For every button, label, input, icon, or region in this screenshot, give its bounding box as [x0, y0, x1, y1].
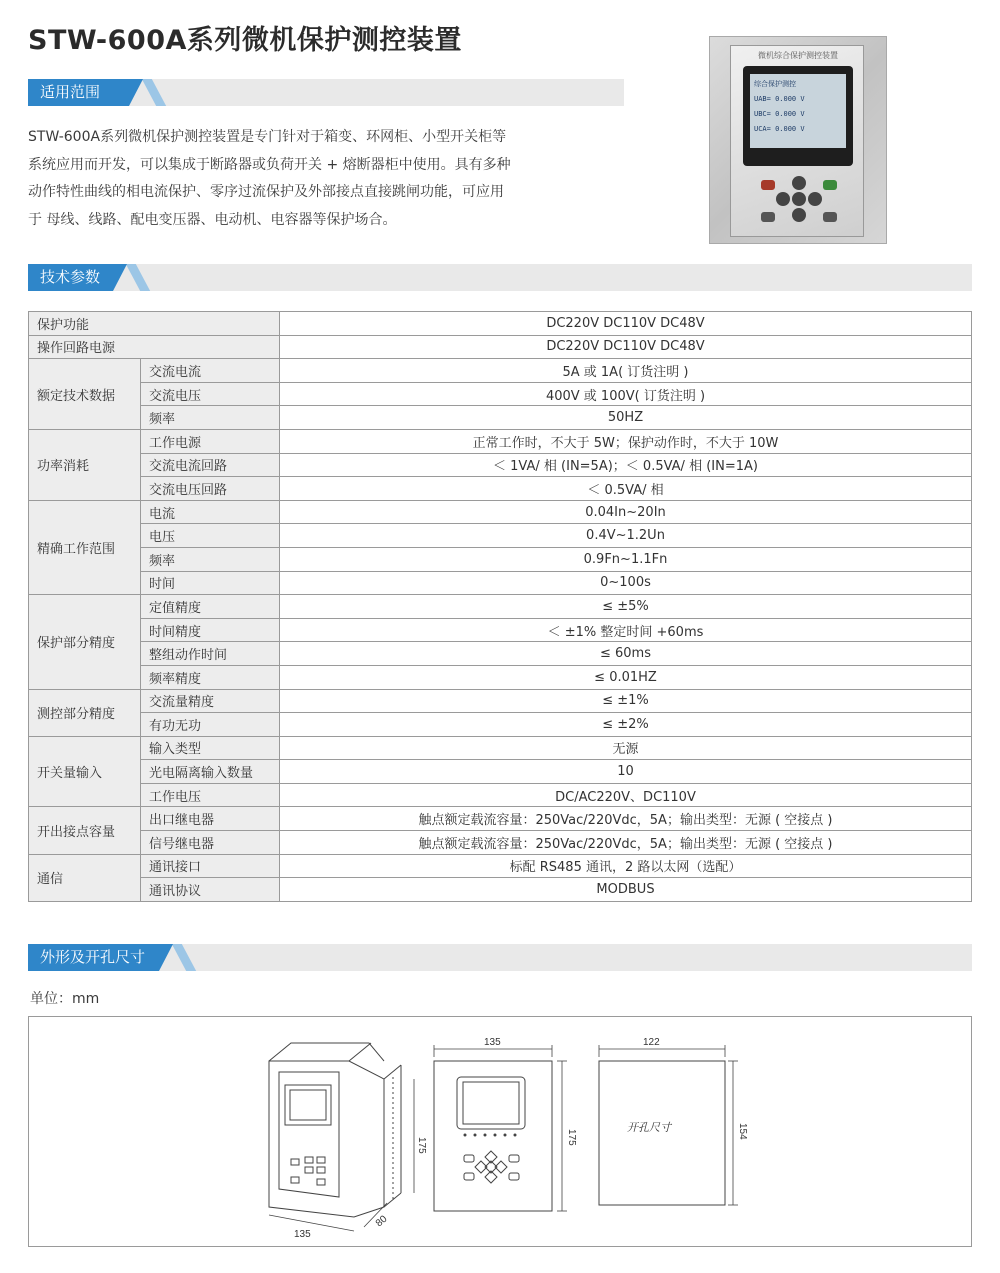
iso-height-label: 175 — [416, 1137, 427, 1154]
table-row — [29, 878, 972, 902]
item-value: 标配 RS485 通讯，2 路以太网（选配） — [280, 854, 972, 878]
table-row — [29, 312, 972, 336]
table-row — [29, 429, 972, 453]
item-label: 时间精度 — [141, 618, 280, 642]
item-label: 电流 — [141, 500, 280, 524]
item-value: ≤ ±5% — [280, 595, 972, 619]
device-panel — [730, 45, 864, 237]
device-screen — [743, 66, 853, 166]
intro-line: 于 母线、线路、配电变压器、电动机、电容器等保护场合。 — [28, 211, 397, 228]
intro-line: 系统应用而开发，可以集成于断路器或负荷开关 + 熔断器柜中使用。具有多种 — [28, 156, 511, 173]
item-value: 正常工作时，不大于 5W；保护动作时，不大于 10W — [280, 429, 972, 453]
table-row — [29, 477, 972, 501]
group-label: 精确工作范围 — [29, 500, 141, 594]
row-label: 操作回路电源 — [29, 335, 280, 359]
section-bar-dimensions — [28, 944, 972, 971]
item-label: 频率 — [141, 406, 280, 430]
table-row — [29, 359, 972, 383]
lcd-row: UBC= 0.000 V — [754, 110, 805, 118]
section-title-dimensions: 外形及开孔尺寸 — [40, 948, 146, 966]
device-lcd — [750, 74, 846, 148]
item-value: DC/AC220V、DC110V — [280, 783, 972, 807]
table-row — [29, 807, 972, 831]
item-value: ≤ ±1% — [280, 689, 972, 713]
table-row — [29, 831, 972, 855]
section-tab-tech — [28, 264, 113, 291]
item-value: 无源 — [280, 736, 972, 760]
item-label: 光电隔离输入数量 — [141, 760, 280, 784]
lcd-title: 综合保护测控 — [754, 80, 796, 88]
item-value: ≤ 60ms — [280, 642, 972, 666]
table-row — [29, 736, 972, 760]
down-key-icon — [792, 208, 806, 222]
item-value: ＜ ±1% 整定时间 +60ms — [280, 618, 972, 642]
front-screen — [457, 1077, 525, 1129]
table-row — [29, 453, 972, 477]
dimension-drawing — [29, 1017, 971, 1246]
lcd-row: UCA= 0.000 V — [754, 125, 805, 133]
table-row — [29, 524, 972, 548]
green-key-icon — [823, 180, 837, 190]
front-view — [434, 1045, 567, 1211]
item-value: MODBUS — [280, 878, 972, 902]
front-lcd — [463, 1082, 519, 1124]
table-row — [29, 618, 972, 642]
item-value: 0.9Fn~1.1Fn — [280, 547, 972, 571]
right-key-icon — [808, 192, 822, 206]
front-width-label: 135 — [484, 1037, 501, 1048]
intro-paragraph — [28, 124, 588, 234]
front-keys — [464, 1151, 519, 1183]
table-row — [29, 547, 972, 571]
intro-line: STW-600A系列微机保护测控装置是专门针对于箱变、环网柜、小型开关柜等 — [28, 129, 507, 145]
iso-width-label: 135 — [294, 1229, 311, 1240]
cutout-size-label: 开孔尺寸 — [627, 1121, 671, 1134]
group-label: 保护部分精度 — [29, 595, 141, 689]
table-row — [29, 689, 972, 713]
up-key-icon — [792, 176, 806, 190]
esc-key-icon — [761, 212, 775, 222]
group-label: 功率消耗 — [29, 429, 141, 500]
lcd-row: UAB= 0.000 V — [754, 95, 805, 103]
item-value: ＜ 1VA/ 相 (IN=5A)；＜ 0.5VA/ 相 (IN=1A) — [280, 453, 972, 477]
table-row — [29, 571, 972, 595]
item-label: 定值精度 — [141, 595, 280, 619]
group-label: 通信 — [29, 854, 141, 901]
item-label: 交流电流回路 — [141, 453, 280, 477]
drawing-frame — [28, 1016, 972, 1247]
section-title-tech: 技术参数 — [40, 268, 101, 286]
table-row — [29, 382, 972, 406]
table-row — [29, 760, 972, 784]
table-row — [29, 854, 972, 878]
iso-front-panel — [279, 1072, 339, 1197]
table-row — [29, 783, 972, 807]
item-label: 频率 — [141, 547, 280, 571]
table-row — [29, 595, 972, 619]
item-value: 50HZ — [280, 406, 972, 430]
device-photo — [709, 36, 887, 244]
item-value: 400V 或 100V( 订货注明 ) — [280, 382, 972, 406]
item-label: 工作电压 — [141, 783, 280, 807]
row-value: DC220V DC110V DC48V — [280, 335, 972, 359]
table-row — [29, 406, 972, 430]
section-tab-dimensions — [28, 944, 159, 971]
section-tab-scope — [28, 79, 129, 106]
table-row — [29, 500, 972, 524]
cutout-width-label: 122 — [643, 1037, 660, 1048]
front-leds — [464, 1134, 517, 1137]
item-label: 通讯协议 — [141, 878, 280, 902]
item-label: 交流电流 — [141, 359, 280, 383]
section-title-scope: 适用范围 — [40, 83, 101, 101]
item-label: 工作电源 — [141, 429, 280, 453]
item-value: 0.4V~1.2Un — [280, 524, 972, 548]
item-value: 0.04In~20In — [280, 500, 972, 524]
table-row — [29, 713, 972, 737]
red-key-icon — [761, 180, 775, 190]
iso-view — [269, 1043, 414, 1231]
item-value: ≤ ±2% — [280, 713, 972, 737]
reset-key-icon — [823, 212, 837, 222]
table-row — [29, 335, 972, 359]
item-value: 10 — [280, 760, 972, 784]
iso-outline — [269, 1061, 384, 1217]
ok-key-icon — [792, 192, 806, 206]
row-label: 保护功能 — [29, 312, 280, 336]
table-row — [29, 642, 972, 666]
device-label: 微机综合保护测控装置 — [758, 51, 838, 60]
item-label: 时间 — [141, 571, 280, 595]
left-key-icon — [776, 192, 790, 206]
item-value: ≤ 0.01HZ — [280, 665, 972, 689]
page-title: STW-600A系列微机保护测控装置 — [28, 25, 462, 56]
item-label: 输入类型 — [141, 736, 280, 760]
table-row — [29, 665, 972, 689]
item-value: 0~100s — [280, 571, 972, 595]
group-label: 测控部分精度 — [29, 689, 141, 736]
item-label: 信号继电器 — [141, 831, 280, 855]
intro-line: 动作特性曲线的相电流保护、零序过流保护及外部接点直接跳闸功能，可应用 — [28, 184, 504, 200]
iso-screen — [285, 1085, 331, 1125]
item-label: 电压 — [141, 524, 280, 548]
row-value: DC220V DC110V DC48V — [280, 312, 972, 336]
item-label: 交流电压 — [141, 382, 280, 406]
iso-keys — [291, 1157, 325, 1185]
iso-depth-label: 80 — [373, 1213, 390, 1230]
item-label: 频率精度 — [141, 665, 280, 689]
unit-label: 单位：mm — [30, 991, 100, 1007]
item-label: 有功无功 — [141, 713, 280, 737]
section-bar-tech — [28, 264, 972, 291]
item-label: 出口继电器 — [141, 807, 280, 831]
spec-table — [28, 311, 972, 902]
group-label: 开出接点容量 — [29, 807, 141, 854]
section-bar-scope — [28, 79, 624, 106]
group-label: 开关量输入 — [29, 736, 141, 807]
iso-lcd — [290, 1090, 326, 1120]
item-label: 通讯接口 — [141, 854, 280, 878]
group-label: 额定技术数据 — [29, 359, 141, 430]
device-keypad — [759, 176, 839, 228]
cutout-height-label: 154 — [737, 1123, 748, 1140]
item-value: 触点额定载流容量：250Vac/220Vdc，5A；输出类型：无源 ( 空接点 ) — [280, 807, 972, 831]
item-label: 交流量精度 — [141, 689, 280, 713]
front-outline — [434, 1061, 552, 1211]
item-label: 交流电压回路 — [141, 477, 280, 501]
iso-top-edge — [269, 1043, 384, 1061]
item-value: 触点额定载流容量：250Vac/220Vdc，5A；输出类型：无源 ( 空接点 ) — [280, 831, 972, 855]
front-height-label: 175 — [566, 1129, 577, 1146]
item-value: 5A 或 1A( 订货注明 ) — [280, 359, 972, 383]
item-value: ＜ 0.5VA/ 相 — [280, 477, 972, 501]
item-label: 整组动作时间 — [141, 642, 280, 666]
